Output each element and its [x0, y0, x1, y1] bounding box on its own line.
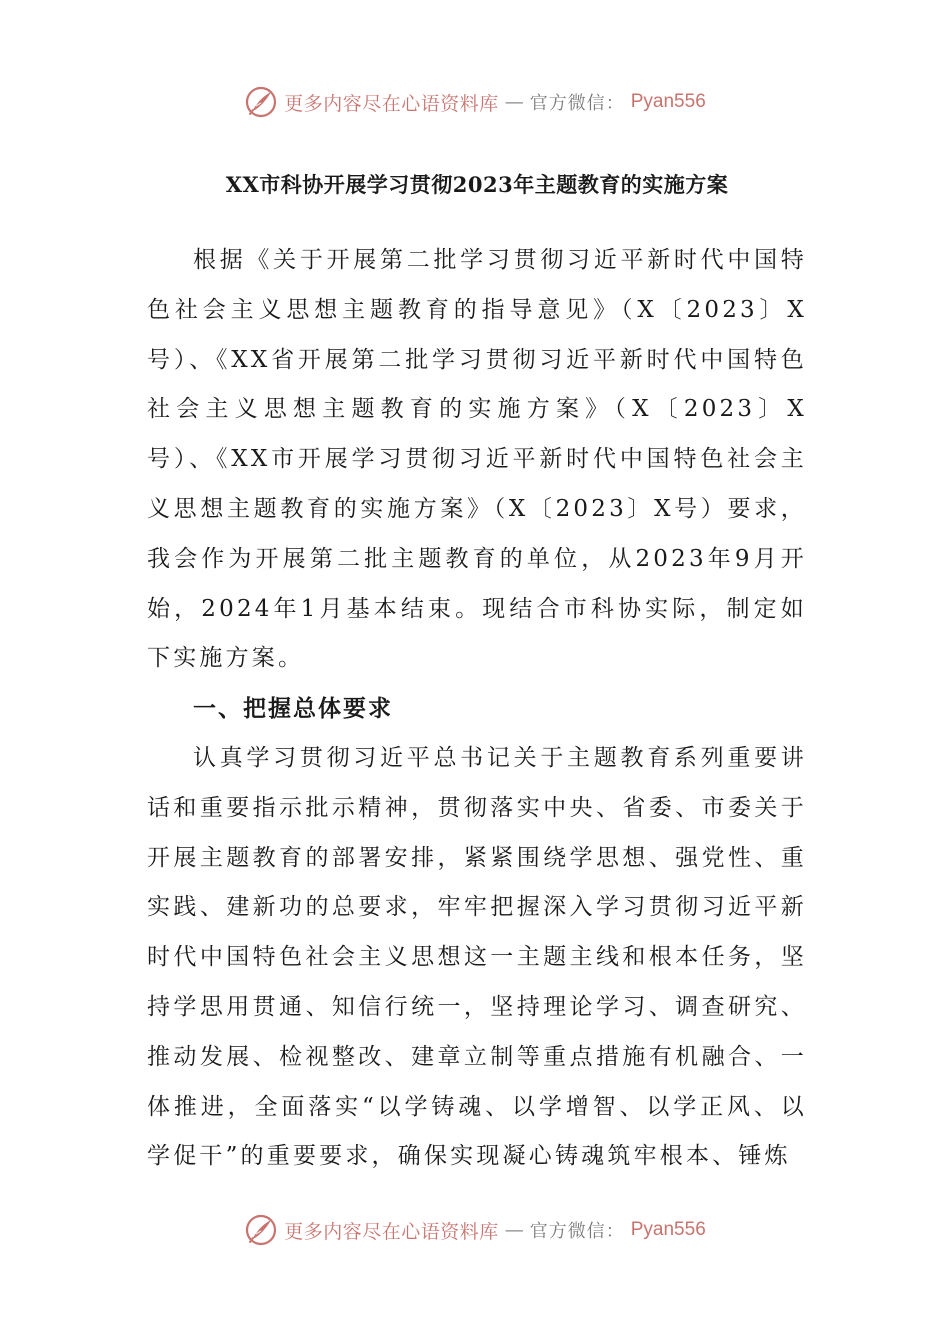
intro-paragraph: 根据《关于开展第二批学习贯彻习近平新时代中国特色社会主义思想主题教育的指导意见》（X〔2023〕X号）、《XX省开展第二批学习贯彻习近平新时代中国特色社会主义思想主题教育的实施方案》（X〔2023〕X号）、《XX市开展学习贯彻习近平新时代中国特色社会主义思想主题教育的实施方案》（X〔2023〕X号）要求，我会作为开展第二批主题教育的单位，从2023年9月开始，2024年1月基本结束。现结合市科协实际，制定如下实施方案。	[147, 247, 807, 672]
watermark-header	[0, 82, 950, 122]
watermark-footer	[0, 1210, 950, 1250]
watermark-brand: 更多内容尽在心语资料库	[284, 1220, 499, 1243]
watermark-separator: —	[504, 91, 524, 113]
section-heading-1: 一、把握总体要求	[193, 695, 393, 723]
document-title: XX市科协开展学习贯彻2023年主题教育的实施方案	[225, 172, 729, 197]
watermark-official-label: 官方微信：	[529, 1221, 625, 1242]
watermark-account: Pyan556	[630, 1219, 706, 1240]
watermark-separator: —	[504, 1219, 524, 1241]
watermark-official-label: 官方微信：	[529, 93, 625, 114]
document-body	[147, 170, 807, 1182]
section-1-paragraph: 认真学习贯彻习近平总书记关于主题教育系列重要讲话和重要指示批示精神，贯彻落实中央、省委、市委关于开展主题教育的部署安排，紧紧围绕学思想、强党性、重实践、建新功的总要求，牢牢把握深入学习贯彻习近平新时代中国特色社会主义思想这一主题主线和根本任务，坚持学思用贯通、知信行统一，坚持理论学习、调查研究、推动发展、检视整改、建章立制等重点措施有机融合、一体推进，全面落实“以学铸魂、以学增智、以学正风、以学促干”的重要要求，确保实现凝心铸魂筑牢根本、锤炼	[147, 744, 807, 1170]
quill-pen-icon	[244, 1213, 278, 1247]
watermark-brand: 更多内容尽在心语资料库	[284, 92, 499, 115]
quill-pen-icon	[244, 85, 278, 119]
watermark-account: Pyan556	[630, 91, 706, 112]
